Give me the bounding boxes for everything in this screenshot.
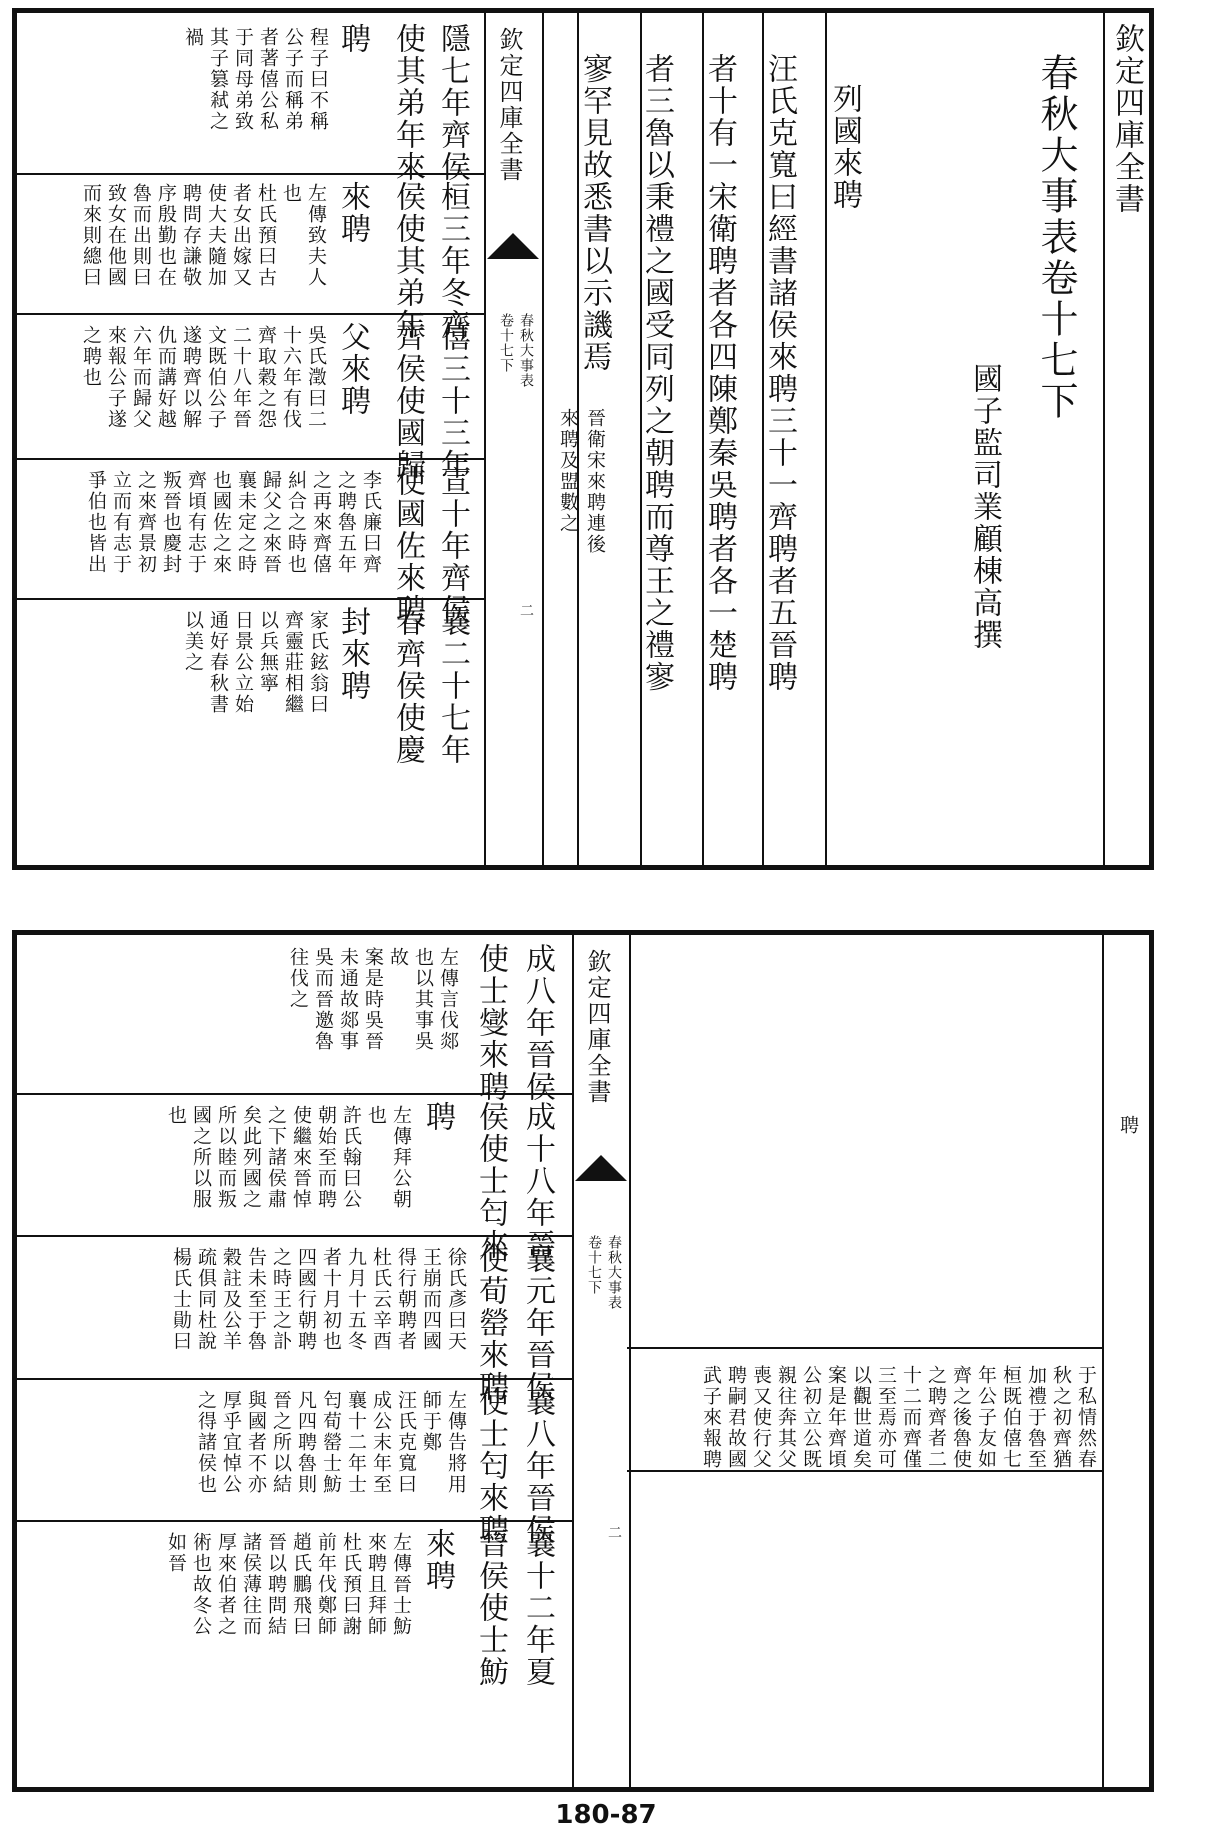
entry-main: 侯使其弟年 xyxy=(390,181,425,341)
intro-note-1: 晉衛宋來聘連後 xyxy=(584,408,606,555)
intro-line-3: 者三魯以秉禮之國受同列之朝聘而尊王之禮寥 xyxy=(639,53,674,693)
entry-sub: 來聘 xyxy=(420,1528,455,1592)
entry-note: 家氏鉉翁曰 齊靈莊相繼 以兵無寧 日景公立始 通好春秋書 以美之 xyxy=(182,610,329,715)
continuation-note: 于私情然春 秋之初齊猶 加禮于魯至 桓既伯僖七 年公子友如 齊之後魯使 之聘齊者二 十二而齊僅 三至焉亦可 以觀世道矣 案是年齊頃 公初立公既 親往奔其父 喪又使行父 聘嗣君故國 武子來報聘 xyxy=(700,1365,1097,1470)
entry-note: 左傳言伐郯 也以其事吳 故 案是時吳晉 未通故郯事 吳而晉邀魯 往伐之 xyxy=(287,947,459,1052)
entry-note: 徐氏彥曰天 王崩而四國 得行朝聘者 杜氏云辛酉 九月十五冬 者十月初也 四國行朝聘 之時王之訃 告未至于魯 穀註及公羊 疏俱同杜說 楊氏士勛曰 xyxy=(170,1247,467,1352)
entry-main: 隱七年齊侯 xyxy=(435,23,470,183)
intro-line-2: 者十有一宋衛聘者各四陳鄭秦吳聘者各一楚聘 xyxy=(702,53,737,693)
entry-note: 左傳拜公朝 也 許氏翰曰公 朝始至而聘 使繼來晉悼 之下諸侯肅 矣此列國之 所以睦而叛 國之所以服 也 xyxy=(165,1105,412,1210)
entry-note: 左傳告將用 師于鄭 汪氏克寬曰 成公末年至 襄十二年士 匄荀罃士魴 凡四聘魯則 晉之所以結 與國者不亦 厚乎宜悼公 之得諸侯也 xyxy=(195,1390,467,1495)
intro-line-4: 寥罕見故悉書以示譏焉 xyxy=(577,53,612,373)
volume-title: 春秋大事表卷十七下 xyxy=(1034,53,1078,422)
entry-main: 桓三年冬齊 xyxy=(435,181,470,341)
entry-main: 春齊侯使慶 xyxy=(390,606,425,766)
entry-main: 侯使士匄來 xyxy=(473,1101,508,1261)
section-title: 列國來聘 xyxy=(827,83,862,211)
fishtail-mark xyxy=(487,233,539,259)
entry-note: 李氏廉曰齊 之聘魯五年 之再來齊僖 糾合之時也 歸父之來晉 襄未定之時 也國佐之來 齊頃有志于 叛晉也慶封 之來齊景初 立而有志于 爭伯也皆出 xyxy=(85,470,382,575)
entry-main: 使士匄來聘 xyxy=(473,1386,508,1546)
entry-main: 使其弟年來 xyxy=(390,23,425,183)
center-volume: 卷十七下 xyxy=(586,1235,602,1295)
entry-main: 襄十二年夏 xyxy=(520,1528,555,1688)
entry-main: 僖三十三年 xyxy=(435,321,470,481)
intro-note-2: 來聘及盟數之 xyxy=(557,408,579,534)
center-page-number: 二 xyxy=(606,1525,622,1540)
entry-main: 襄二十七年 xyxy=(435,606,470,766)
row-rule xyxy=(627,1347,1102,1349)
entry-note: 吳氏澂曰二 十六年有伐 齊取穀之怨 二十八年晉 文既伯公子 遂聘齊以解 仇而講好越 六年而歸父 來報公子遂 之聘也 xyxy=(80,325,327,430)
entry-main: 宣十年齊侯 xyxy=(435,466,470,626)
page-footer-number: 180-87 xyxy=(555,1800,657,1830)
fishtail-mark xyxy=(575,1155,627,1181)
top-page xyxy=(12,8,1154,870)
entry-main: 襄八年晉侯 xyxy=(520,1386,555,1546)
center-page-number: 二 xyxy=(518,603,534,618)
entry-sub: 來聘 xyxy=(335,181,370,245)
entry-main: 襄元年晉侯 xyxy=(520,1243,555,1403)
entry-main: 齊侯使國歸 xyxy=(390,321,425,481)
entry-main: 使國佐來聘 xyxy=(390,466,425,626)
center-book-title: 欽定四庫全書 xyxy=(583,949,611,1105)
bottom-page xyxy=(12,930,1154,1792)
rule xyxy=(1102,935,1104,1787)
entry-main: 成十八年晉 xyxy=(520,1101,555,1261)
entry-main: 晉侯使士魴 xyxy=(473,1528,508,1688)
center-book-name: 春秋大事表 xyxy=(518,313,534,388)
center-book-name: 春秋大事表 xyxy=(606,1235,622,1310)
entry-note: 程子曰不稱 公子而稱弟 者著僖公私 于同母弟致 其子篡弒之 禍 xyxy=(182,27,329,132)
entry-sub: 聘 xyxy=(420,1101,455,1133)
intro-line-1: 汪氏克寬曰經書諸侯來聘三十一齊聘者五晉聘 xyxy=(762,53,797,693)
center-volume: 卷十七下 xyxy=(498,313,514,373)
author-line: 國子監司業顧棟高撰 xyxy=(967,363,1002,651)
entry-note: 左傳致夫人 也 杜氏預曰古 者女出嫁又 使大夫隨加 聘問存謙敬 序殷勤也在 魯而出則曰 致女在他國 而來則總曰 xyxy=(80,183,327,288)
entry-main: 使荀罃來聘 xyxy=(473,1243,508,1403)
entry-main: 使士燮來聘 xyxy=(473,943,508,1103)
row-rule xyxy=(627,1470,1102,1472)
entry-sub: 封來聘 xyxy=(335,606,370,702)
rule xyxy=(1103,13,1105,865)
entry-note: 左傳晉士魴 來聘且拜師 杜氏預曰謝 前年伐鄭師 趙氏鵬飛曰 晉以聘問結 諸侯薄往而 厚來伯者之 術也故冬公 如晉 xyxy=(165,1532,412,1637)
entry-sub: 聘 xyxy=(335,23,370,55)
entry-main: 成八年晉侯 xyxy=(520,943,555,1103)
margin-label: 欽定四庫全書 xyxy=(1109,23,1144,215)
overflow-text: 聘 xyxy=(1117,1115,1139,1136)
entry-sub: 父來聘 xyxy=(335,321,370,417)
center-book-title: 欽定四庫全書 xyxy=(495,27,523,183)
